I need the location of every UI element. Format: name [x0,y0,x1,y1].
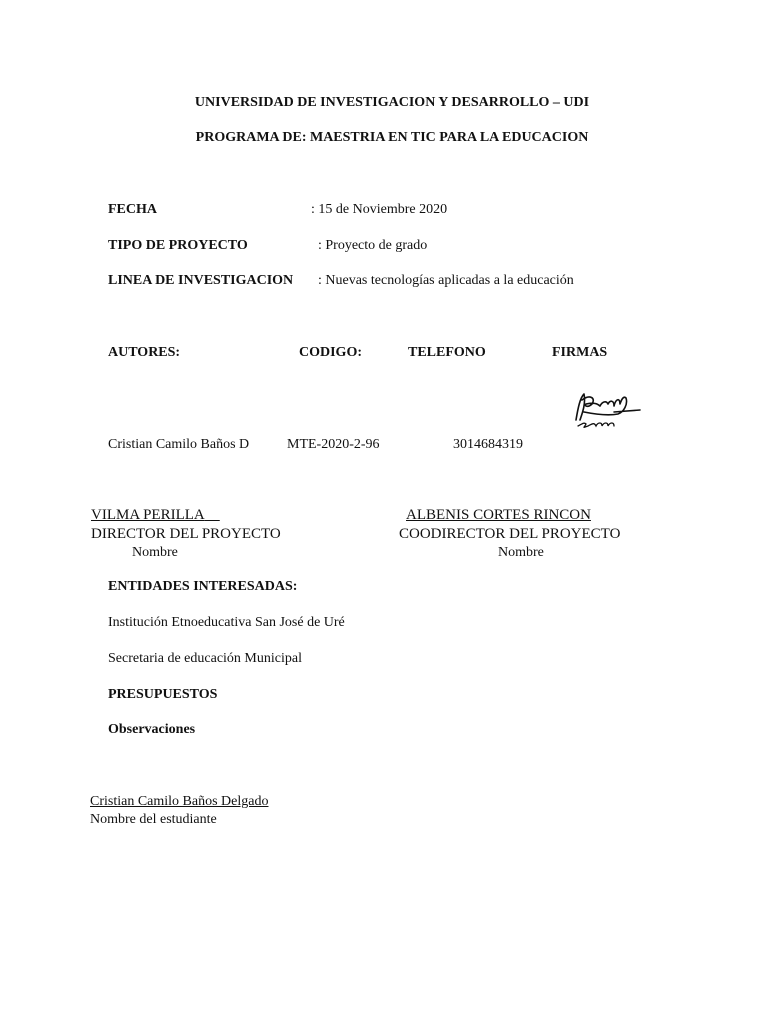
university-title: UNIVERSIDAD DE INVESTIGACION Y DESARROLLO – UDI [194,95,590,110]
budget-title: PRESUPUESTOS [108,687,218,702]
firmas-header: FIRMAS [552,345,608,360]
author-phone: 3014684319 [453,437,523,452]
entity-item: Institución Etnoeducativa San José de Uré [108,615,345,630]
codirector-caption: Nombre [498,545,544,560]
tipo-proyecto-label: TIPO DE PROYECTO [108,238,248,253]
student-caption: Nombre del estudiante [90,812,217,827]
telefono-header: TELEFONO [408,345,486,360]
author-code: MTE-2020-2-96 [287,437,380,452]
codigo-header: CODIGO: [299,345,362,360]
autores-header: AUTORES: [108,345,181,360]
director-role: DIRECTOR DEL PROYECTO [91,526,281,542]
tipo-proyecto-value: : Proyecto de grado [318,238,428,253]
entities-title: ENTIDADES INTERESADAS: [108,579,298,594]
director-name: VILMA PERILLA [91,507,205,523]
entity-item: Secretaria de educación Municipal [108,651,302,666]
linea-investigacion-value: : Nuevas tecnologías aplicadas a la educación [318,273,574,288]
fecha-label: FECHA [108,202,157,217]
director-caption: Nombre [132,545,178,560]
codirector-name: ALBENIS CORTES RINCON [406,507,591,523]
linea-investigacion-label: LINEA DE INVESTIGACION [108,273,294,288]
codirector-role: COODIRECTOR DEL PROYECTO [399,526,621,542]
program-title: PROGRAMA DE: MAESTRIA EN TIC PARA LA EDUCACION [195,130,589,145]
author-name: Cristian Camilo Baños D [108,437,250,452]
signature-image [568,384,648,434]
student-name: Cristian Camilo Baños Delgado [90,794,269,809]
fecha-value: : 15 de Noviembre 2020 [311,202,448,217]
observations-title: Observaciones [108,722,196,737]
